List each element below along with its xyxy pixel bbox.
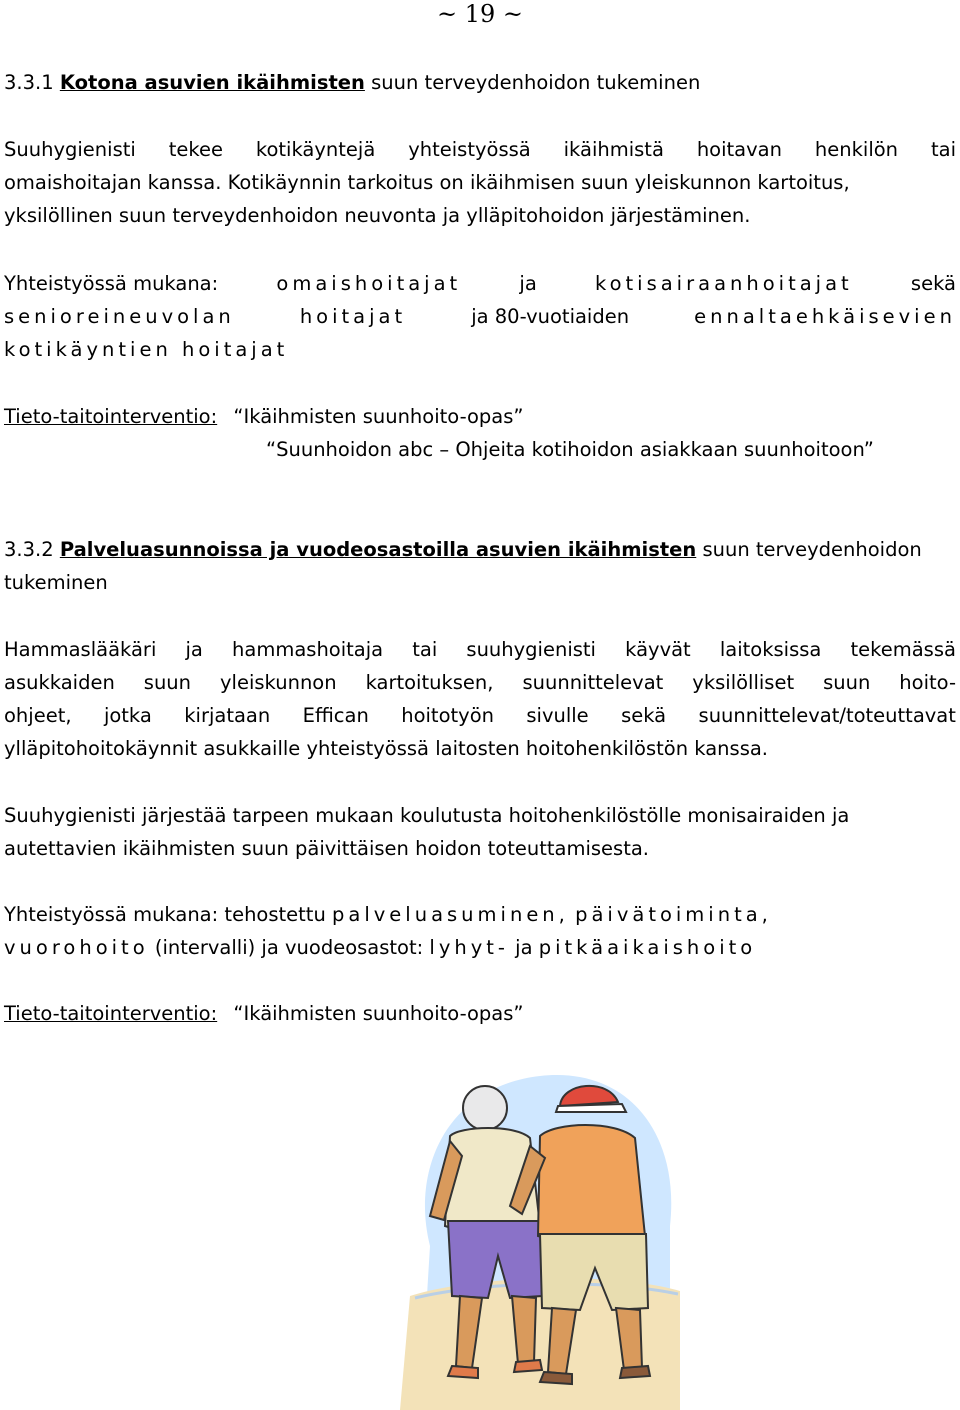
partner: ennaltaehkäisevien: [694, 305, 956, 328]
paragraph-line: yksilöllinen suun terveydenhoidon neuvonta ja ylläpitohoidon järjestäminen.: [4, 204, 751, 227]
word: (intervalli) ja vuodeosastot:: [154, 936, 424, 959]
word: hoito-: [899, 671, 956, 694]
word: tai: [930, 138, 956, 161]
woman-hair: [463, 1086, 507, 1130]
man-shirt: [538, 1125, 645, 1242]
man-sandal: [620, 1366, 650, 1378]
intervention-label: Tieto-taitointerventio:: [4, 1002, 218, 1025]
partner: senioreineuvolan: [4, 305, 235, 328]
page-number: ~ 19 ~: [436, 0, 523, 28]
section-heading-3-3-1: [4, 70, 956, 96]
paragraph-line: [4, 137, 956, 163]
word: kotikäyntejä: [255, 138, 376, 161]
word: suun: [823, 671, 871, 694]
word: yhteistyössä: [408, 138, 531, 161]
paragraph-line: [4, 637, 956, 663]
word: asukkaiden: [4, 671, 115, 694]
woman-sandal: [514, 1360, 542, 1372]
word: yksilölliset: [692, 671, 795, 694]
cap-brim: [556, 1104, 626, 1112]
intervention-item: “Suunhoidon abc – Ohjeita kotihoidon asiakkaan suunhoitoon”: [266, 438, 874, 461]
word: Suuhygienisti: [4, 138, 136, 161]
paragraph-line: Suuhygienisti järjestää tarpeen mukaan koulutusta hoitohenkilöstölle monisairaiden ja: [4, 804, 850, 827]
word: Hammaslääkäri: [4, 638, 157, 661]
partner: lyhyt-: [429, 936, 509, 959]
cooperation-line: [4, 902, 956, 928]
word: suunnittelevat/toteuttavat: [698, 704, 956, 727]
cooperation-line: [4, 935, 956, 961]
partner: pitkäaikaishoito: [538, 936, 757, 959]
word: hoitavan: [696, 138, 782, 161]
woman-sandal: [448, 1366, 478, 1378]
word: suunnittelevat: [522, 671, 664, 694]
section-number: 3.3.1: [4, 71, 54, 94]
word: ja: [185, 638, 203, 661]
section-title-bold: Palveluasunnoissa ja vuodeosastoilla asuvien ikäihmisten: [59, 538, 697, 561]
word: sekä: [621, 704, 667, 727]
word: yleiskunnon: [220, 671, 337, 694]
word: ikäihmistä: [563, 138, 664, 161]
intervention-line: [4, 404, 956, 430]
cooperation-line: kotikäyntien hoitajat: [4, 338, 289, 361]
word: laitoksissa: [719, 638, 822, 661]
word: suuhygienisti: [466, 638, 596, 661]
paragraph-line: [4, 670, 956, 696]
cooperation-label: Yhteistyössä mukana:: [4, 272, 219, 295]
word: ja 80-vuotiaiden: [471, 305, 630, 328]
partner: päivätoiminta,: [575, 903, 772, 926]
section-title-rest: suun terveydenhoidon: [702, 538, 922, 561]
word: käyvät: [625, 638, 691, 661]
section-title-line2: tukeminen: [4, 571, 108, 594]
intervention-label: Tieto-taitointerventio:: [4, 405, 218, 428]
partner: hoitajat: [299, 305, 407, 328]
word: ohjeet,: [4, 704, 72, 727]
paragraph-line: [4, 703, 956, 729]
section-heading-3-3-2: [4, 537, 956, 563]
word: ja: [515, 936, 533, 959]
partner: vuorohoito: [4, 936, 149, 959]
cooperation-line: [4, 304, 956, 330]
paragraph-line: ylläpitohoitokäynnit asukkaille yhteistyössä laitosten hoitohenkilöstön kanssa.: [4, 737, 769, 760]
intervention-line: [4, 1001, 956, 1027]
word: kartoituksen,: [365, 671, 494, 694]
intervention-item: “Ikäihmisten suunhoito-opas”: [233, 1002, 524, 1025]
word: kirjataan: [184, 704, 271, 727]
cooperation-label: Yhteistyössä mukana:: [4, 903, 219, 926]
word: tekee: [168, 138, 223, 161]
word: suun: [143, 671, 192, 694]
section-number: 3.3.2: [4, 538, 54, 561]
word: tehostettu: [224, 903, 326, 926]
word: Effican: [302, 704, 369, 727]
word: henkilön: [814, 138, 899, 161]
paragraph-line: autettavien ikäihmisten suun päivittäisen hoidon toteuttamisesta.: [4, 837, 649, 860]
word: tai: [412, 638, 438, 661]
word: ja: [519, 272, 537, 295]
partner: omaishoitajat: [276, 272, 462, 295]
paragraph-line: omaishoitajan kanssa. Kotikäynnin tarkoitus on ikäihmisen suun yleiskunnon kartoitus,: [4, 171, 850, 194]
partner: palveluasuminen,: [332, 903, 569, 926]
elderly-couple-beach-clipart-icon: [390, 1046, 690, 1410]
word: sekä: [910, 272, 956, 295]
section-title-bold: Kotona asuvien ikäihmisten: [59, 71, 365, 94]
man-sandal: [540, 1372, 572, 1384]
word: hoitotyön: [401, 704, 494, 727]
cooperation-line: [4, 271, 956, 297]
intervention-item: “Ikäihmisten suunhoito-opas”: [233, 405, 524, 428]
partner: kotisairaanhoitajat: [594, 272, 853, 295]
word: sivulle: [526, 704, 589, 727]
word: hammashoitaja: [232, 638, 384, 661]
section-title-rest: suun terveydenhoidon tukeminen: [371, 71, 701, 94]
word: jotka: [103, 704, 152, 727]
word: tekemässä: [850, 638, 956, 661]
